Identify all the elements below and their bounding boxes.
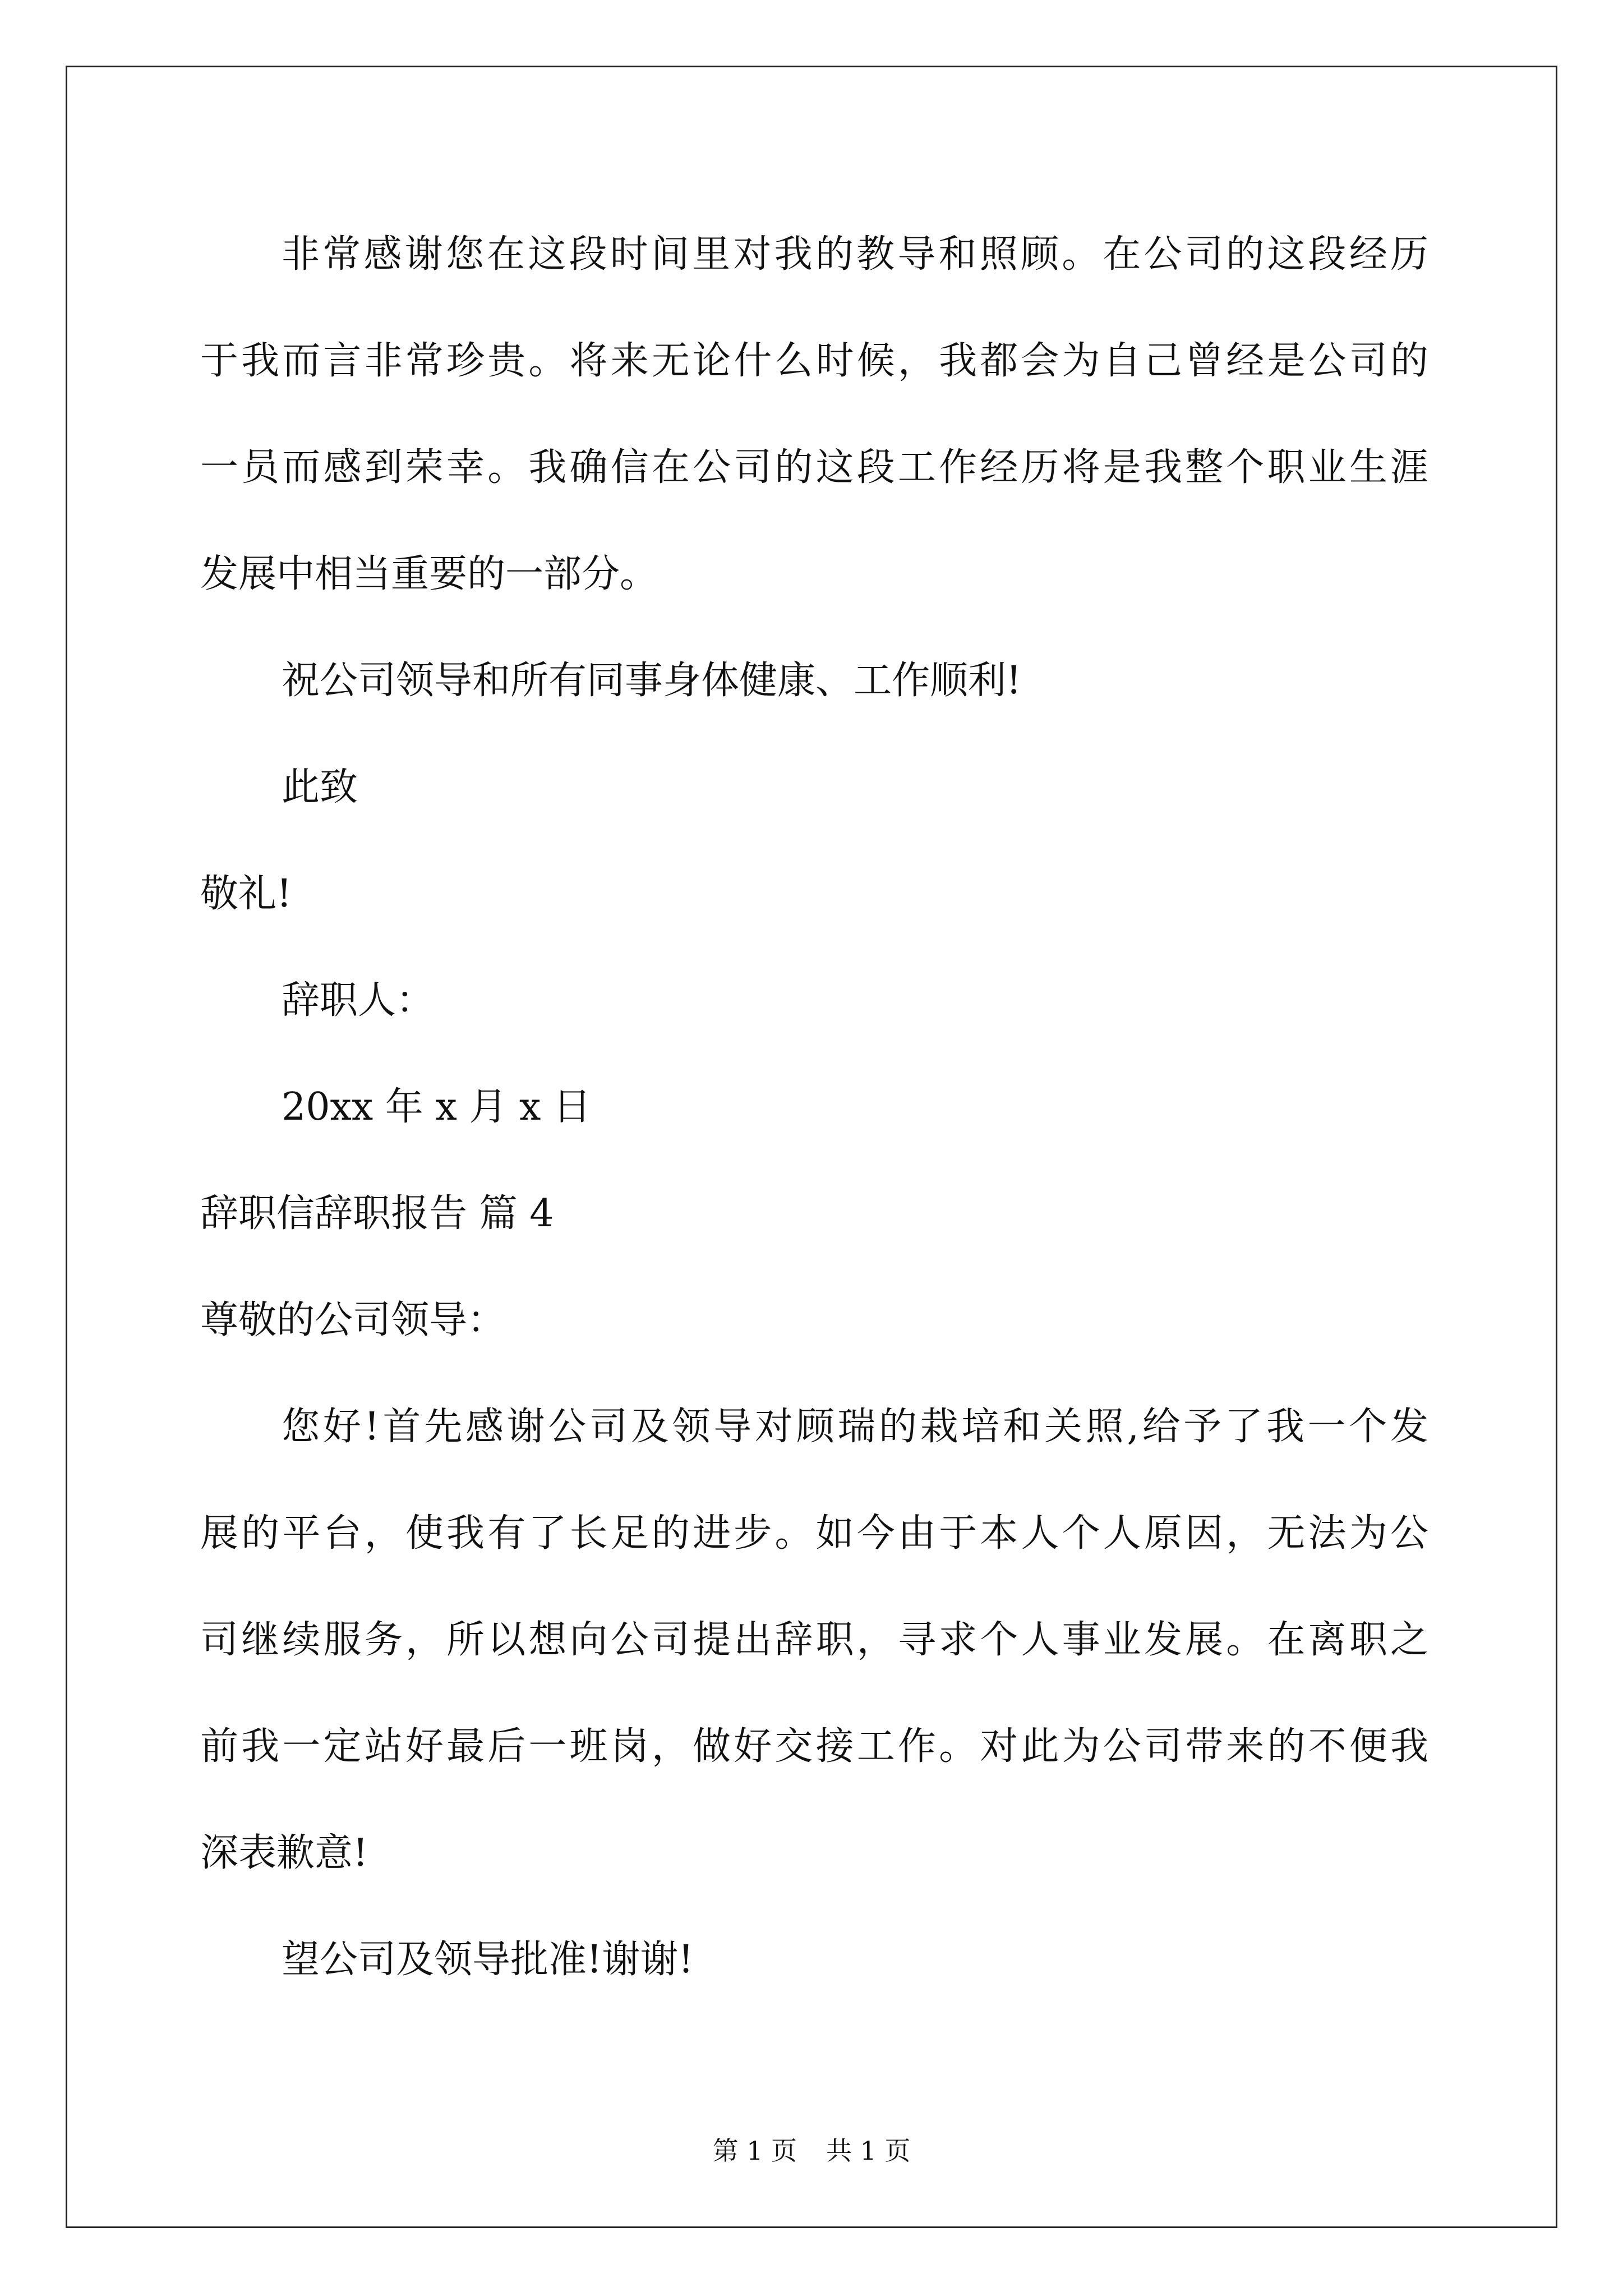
- paragraph-9-line-4: 前我一定站好最后一班岗，做好交接工作。对此为公司带来的不便我: [200, 1724, 1428, 1769]
- salutation-line: 尊敬的公司领导：: [200, 1298, 506, 1342]
- date-line: 20xx 年 x 月 x 日: [282, 1085, 592, 1129]
- paragraph-1-line-3: 一员而感到荣幸。我确信在公司的这段工作经历将是我整个职业生涯: [200, 445, 1428, 490]
- paragraph-9-line-1: 您好!首先感谢公司及领导对顾瑞的栽培和关照,给予了我一个发: [282, 1405, 1428, 1449]
- page-total: 共 1 页: [826, 2136, 911, 2166]
- closing-line: 此致: [282, 765, 358, 809]
- page-footer: [0, 2134, 1623, 2168]
- wishes-line: 祝公司领导和所有同事身体健康、工作顺利!: [282, 659, 1022, 703]
- salute-line: 敬礼!: [200, 872, 292, 916]
- page-number: 第 1 页: [712, 2136, 797, 2166]
- paragraph-9-line-3: 司继续服务，所以想向公司提出辞职，寻求个人事业发展。在离职之: [200, 1618, 1428, 1662]
- request-line: 望公司及领导批准!谢谢!: [282, 1938, 694, 1982]
- paragraph-1-line-2: 于我而言非常珍贵。将来无论什么时候，我都会为自己曾经是公司的: [200, 339, 1428, 383]
- page-border: [66, 66, 1557, 2228]
- section-heading: 辞职信辞职报告 篇 4: [200, 1191, 554, 1236]
- paragraph-9-line-2: 展的平台，使我有了长足的进步。如今由于本人个人原因，无法为公: [200, 1511, 1428, 1556]
- paragraph-9-line-5: 深表歉意!: [200, 1831, 368, 1875]
- paragraph-1-line-4: 发展中相当重要的一部分。: [200, 552, 658, 596]
- signer-line: 辞职人：: [282, 978, 435, 1023]
- paragraph-1-line-1: 非常感谢您在这段时间里对我的教导和照顾。在公司的这段经历: [282, 232, 1428, 277]
